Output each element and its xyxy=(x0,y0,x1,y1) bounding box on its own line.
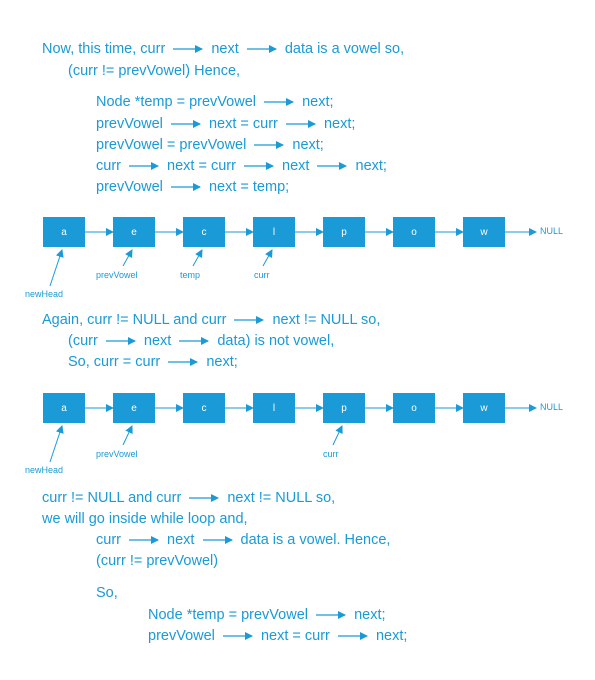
pointer-label-temp: temp xyxy=(180,270,201,280)
pointer-arrow-prevvowel xyxy=(123,426,132,445)
loop-text: next = curr xyxy=(260,628,330,644)
pointer-label-prevvowel: prevVowel xyxy=(96,449,138,459)
arrow-icon xyxy=(338,631,368,641)
code-text: prevVowel = prevVowel xyxy=(96,137,247,153)
arrow-icon xyxy=(203,535,233,545)
again-text: (curr xyxy=(68,333,98,349)
step-line-2: (curr != prevVowel) Hence, xyxy=(68,63,241,79)
code-text: curr xyxy=(96,158,121,174)
list-node: a xyxy=(43,393,85,423)
code-text: next; xyxy=(355,158,387,174)
again-text: data) is not vowel, xyxy=(217,333,335,349)
loop-line-4: (curr != prevVowel) xyxy=(96,553,219,569)
loop-text: Node *temp = prevVowel xyxy=(148,607,308,623)
arrow-icon xyxy=(189,493,219,503)
null-label: NULL xyxy=(540,402,564,412)
code-text: next = curr xyxy=(208,116,278,132)
loop-text: next xyxy=(167,532,195,548)
loop-line-7 xyxy=(148,628,407,645)
code-text: next; xyxy=(302,94,334,110)
arrow-icon xyxy=(129,535,159,545)
pointer-label-prevvowel: prevVowel xyxy=(96,270,138,280)
loop-text: curr != NULL and curr xyxy=(42,490,182,506)
again-text: next != NULL so, xyxy=(272,312,381,328)
list-node: l xyxy=(253,217,295,247)
null-label: NULL xyxy=(540,226,564,236)
code-text: prevVowel xyxy=(96,116,163,132)
loop-line-3 xyxy=(96,532,390,549)
list-node: e xyxy=(113,217,155,247)
code-text: next = curr xyxy=(167,158,236,174)
pointer-arrow-curr xyxy=(333,426,342,445)
loop-text: next; xyxy=(354,607,386,623)
loop-text: prevVowel xyxy=(148,628,215,644)
text-next: next xyxy=(211,41,239,57)
list-node: p xyxy=(323,217,365,247)
list-node: o xyxy=(393,217,435,247)
arrow-icon xyxy=(316,610,346,620)
list-node: w xyxy=(463,217,505,247)
again-text: So, curr = curr xyxy=(68,354,161,370)
code-text: next; xyxy=(323,116,356,132)
arrow-icon xyxy=(223,631,253,641)
pointer-arrow-newhead xyxy=(50,426,62,462)
list-node: a xyxy=(43,217,85,247)
list-node: c xyxy=(183,393,225,423)
list-node: e xyxy=(113,393,155,423)
loop-text: data is a vowel. Hence, xyxy=(240,532,391,548)
list-node: l xyxy=(253,393,295,423)
pointer-label-newhead: newHead xyxy=(25,465,64,475)
list-node: p xyxy=(323,393,365,423)
pointer-label-curr: curr xyxy=(323,449,339,459)
code-text: next = temp; xyxy=(208,179,290,195)
text-data: data is a vowel so, xyxy=(284,41,405,57)
list-node: w xyxy=(463,393,505,423)
loop-text: curr xyxy=(96,532,121,548)
pointer-label-curr: curr xyxy=(254,270,270,280)
again-text: Again, curr != NULL and curr xyxy=(42,312,227,328)
code-text: next xyxy=(282,158,310,174)
loop-line-6 xyxy=(148,607,386,624)
again-text: next; xyxy=(206,354,238,370)
loop-text: next != NULL so, xyxy=(227,490,336,506)
again-text: next xyxy=(143,333,172,349)
pointer-label-newhead: newHead xyxy=(25,289,64,299)
code-text: prevVowel xyxy=(96,179,163,195)
code-text: Node *temp = prevVowel xyxy=(96,94,256,110)
list-node: c xyxy=(183,217,225,247)
loop-line-1 xyxy=(42,490,335,507)
code-text: next; xyxy=(292,137,324,153)
text-curr: Now, this time, curr xyxy=(42,41,166,57)
list-node: o xyxy=(393,393,435,423)
loop-line-5: So, xyxy=(96,585,118,601)
loop-text: next; xyxy=(375,628,408,644)
loop-line-2: we will go inside while loop and, xyxy=(42,511,248,527)
